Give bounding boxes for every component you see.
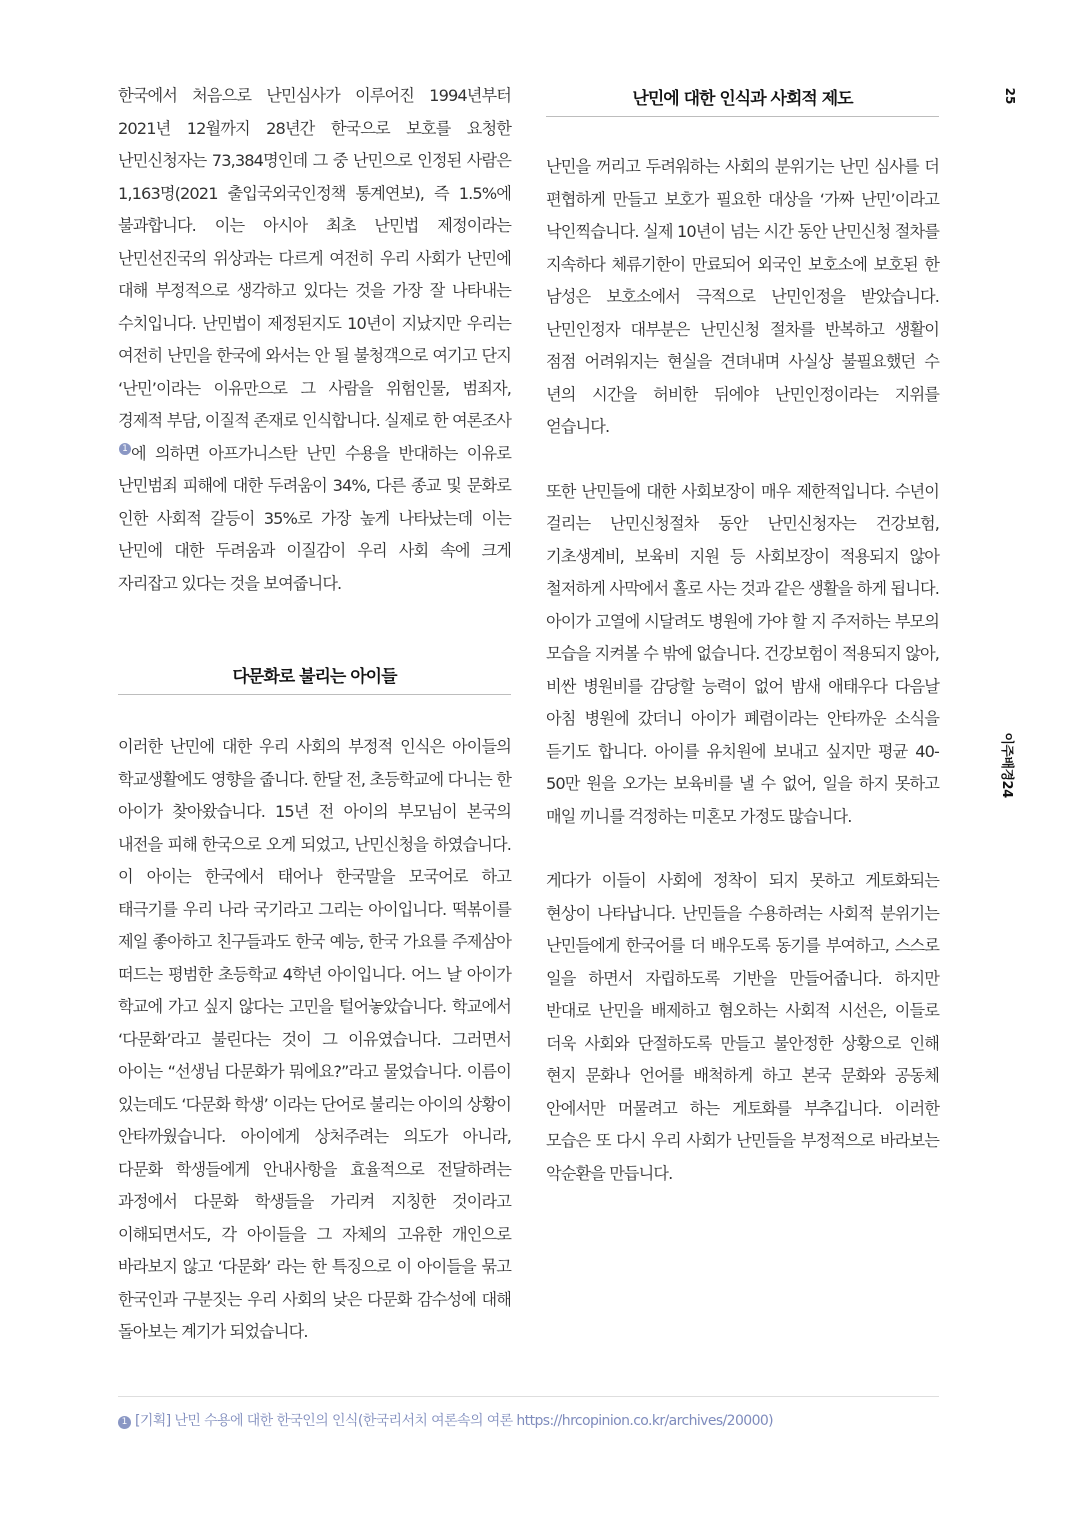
section-heading-multicultural-children: 다문화로 불리는 아이들: [118, 662, 511, 695]
left-paragraph-2: 이러한 난민에 대한 우리 사회의 부정적 인식은 아이들의 학교생활에도 영향을 줍니다. 한달 전, 초등학교에 다니는 한 아이가 찾아왔습니다. 15년 전 아이의 부모님이 본국의 내전을 피해 한국으로 오게 되었고, 난민신청을 하였습니다. 이 아이는 한국에서 태어나 한국말을 모국어로 하고 태극기를 우리 나라 국기라고 그리는 아이입니다. 떡볶이를 제일 좋아하고 친구들과도 한국 예능, 한국 가요를 주제삼아 떠드는 평범한 초등학교 4학년 아이입니다. 어느 날 아이가 학교에 가고 싶지 않다는 고민을 털어놓았습니다. 학교에서 ‘다문화’라고 불린다는 것이 그 이유였습니다. 그러면서 아이는 “선생님 다문화가 뭐에요?”라고 물었습니다. 이름이 있는데도 ‘다문화 학생’ 이라는 단어로 불리는 아이의 상황이 안타까웠습니다. 아이에게 상처주려는 의도가 아니라, 다문화 학생들에게 안내사항을 효율적으로 전달하려는 과정에서 다문화 학생들을 가리켜 지칭한 것이라고 이해되면서도, 각 아이들을 그 자체의 고유한 개인으로 바라보지 않고 ‘다문화’ 라는 한 특징으로 이 아이들을 묶고 한국인과 구분짓는 우리 사회의 낮은 다문화 감수성에 대해 돌아보는 계기가 되었습니다.: [118, 737, 511, 1341]
right-column: [546, 80, 939, 1190]
right-paragraph-3: 게다가 이들이 사회에 정착이 되지 못하고 게토화되는 현상이 나타납니다. 난민들을 수용하려는 사회적 분위기는 난민들에게 한국어를 더 배우도록 동기를 부여하고, 스스로 일을 하면서 자립하도록 기반을 만들어줍니다. 하지만 반대로 난민을 배제하고 혐오하는 사회적 시선은, 이들로 더욱 사회와 단절하도록 만들고 불안정한 상황으로 인해 현지 문화나 언어를 배척하게 하고 본국 문화와 공동체 안에서만 머물려고 하는 게토화를 부추깁니다. 이러한 모습은 또 다시 우리 사회가 난민들을 부정적으로 바라보는 악순환을 만듭니다.: [546, 871, 939, 1183]
left-paragraph-1: [118, 80, 511, 600]
right-paragraph-1: 난민을 꺼리고 두려워하는 사회의 분위기는 난민 심사를 더 편협하게 만들고 보호가 필요한 대상을 ‘가짜 난민’이라고 낙인찍습니다. 실제 10년이 넘는 시간 동안 난민신청 절차를 지속하다 체류기한이 만료되어 외국인 보호소에 보호된 한 남성은 보호소에서 극적으로 난민인정을 받았습니다. 난민인정자 대부분은 난민신청 절차를 반복하고 생활이 점점 어려워지는 현실을 견뎌내며 사실상 불필요했던 수 년의 시간을 허비한 뒤에야 난민인정이라는 지위를 얻습니다.: [546, 157, 939, 436]
footnote-text[interactable]: [기획] 난민 수용에 대한 한국인의 인식(한국리서치 여론속의 여론 https://hrcopinion.co.kr/archives/20000): [135, 1413, 774, 1429]
right-paragraph-2: 또한 난민들에 대한 사회보장이 매우 제한적입니다. 수년이 걸리는 난민신청절차 동안 난민신청자는 건강보험, 기초생계비, 보육비 지원 등 사회보장이 적용되지 않아 철저하게 사막에서 홀로 사는 것과 같은 생활을 하게 됩니다. 아이가 고열에 시달려도 병원에 가야 할 지 주저하는 부모의 모습을 지켜볼 수 밖에 없습니다. 건강보험이 적용되지 않아, 비싼 병원비를 감당할 능력이 없어 밤새 애태우다 다음날 아침 병원에 갔더니 아이가 폐렴이라는 안타까운 소식을 듣기도 합니다. 아이를 유치원에 보내고 싶지만 평균 40-50만 원을 오가는 보육비를 낼 수 없어, 일을 하지 못하고 매일 끼니를 걱정하는 미혼모 가정도 많습니다.: [546, 481, 939, 826]
footnote: [118, 1410, 939, 1430]
section-heading-refugee-perception: 난민에 대한 인식과 사회적 제도: [546, 84, 939, 117]
footnote-number: 1: [118, 1416, 131, 1429]
left-paragraph-1-text-b: 에 의하면 아프가니스탄 난민 수용을 반대하는 이유로 난민범죄 피해에 대한 두려움이 34%, 다른 종교 및 문화로 인한 사회적 갈등이 35%로 가장 높게 나타났는데 이는 난민에 대한 두려움과 이질감이 우리 사회 속에 크게 자리잡고 있다는 것을 보여줍니다.: [118, 443, 511, 593]
footnote-divider: [118, 1396, 939, 1397]
footnote-reference[interactable]: 1: [119, 443, 131, 455]
page-number: 25: [1003, 87, 1017, 105]
side-label: 이주배경24: [999, 732, 1014, 798]
left-paragraph-1-text-a: 한국에서 처음으로 난민심사가 이루어진 1994년부터 2021년 12월까지 28년간 한국으로 보호를 요청한 난민신청자는 73,384명인데 그 중 난민으로 인정된 사람은 1,163명(2021 출입국외국인정책 통계연보), 즉 1.5%에 불과합니다. 이는 아시아 최초 난민법 제정이라는 난민선진국의 위상과는 다르게 여전히 우리 사회가 난민에 대해 부정적으로 생각하고 있다는 것을 가장 잘 나타내는 수치입니다. 난민법이 제정된지도 10년이 지났지만 우리는 여전히 난민을 한국에 와서는 안 될 불청객으로 여기고 단지 ‘난민’이라는 이유만으로 그 사람을 위험인물, 범죄자, 경제적 부담, 이질적 존재로 인식합니다. 실제로 한 여론조사: [118, 86, 511, 430]
left-column: [118, 80, 511, 1349]
